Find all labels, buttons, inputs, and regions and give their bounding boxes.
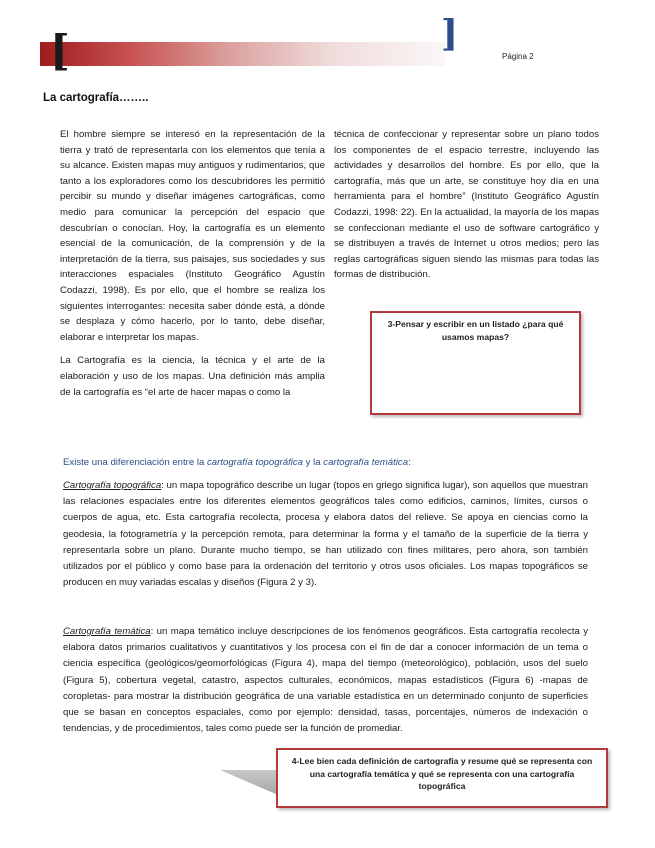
activity-box-3 [370,311,581,415]
page-number-label: Página 2 [502,52,534,61]
subhead-prefix: Existe una diferenciación entre la [63,457,207,468]
left-bracket-decoration: [ [50,26,70,75]
right-text-column [334,127,599,283]
subhead-middle: y la [303,457,324,468]
tematica-definition [63,624,588,737]
subhead-term-topografica: cartografía topográfica [207,457,303,468]
topografica-text: : un mapa topográfico describe un lugar (topos en griego significa lugar), son aquellos que muestran las relaciones espaciales entre los diferentes elementos geográficos tales como edificios, caminos, límites, cursos o cuerpos de agua, etc. Esta cartografía recolecta, procesa y elabora datos del relieve. Se apoya en ciencias como la geodesia, la fotogrametría y la percepción remota, para determinar la forma y el tamaño de la superficie de la tierra y representarla sobre un plano. Durante mucho tiempo, se han utilizado con fines militares, pero ahora, son también utilizados por el público y como base para la ordenación del territorio y otros usos oficiales. Los mapas topográficos se producen en muy variadas escalas y diseños (Figura 2 y 3). [63,480,588,589]
topografica-paragraph [63,478,588,591]
topografica-definition [63,478,588,591]
activity-3-prompt: 3-Pensar y escribir en un listado ¿para qué usamos mapas? [387,319,564,342]
activity-box-4 [276,748,608,808]
left-paragraph-2: La Cartografía es la ciencia, la técnica y el arte de la elaboración y uso de los mapas. Una definición más amplia de la cartografía es “el arte de hacer mapas o como la [60,355,325,398]
header-gradient-bar [40,42,445,66]
activity-4-prompt: 4-Lee bien cada definición de cartografía y resume qué se representa con una cartografía temática y qué se representa con una cartografía topográfica [291,756,593,791]
tematica-text: : un mapa temático incluye descripciones de los fenómenos geográficos. Esta cartografía recolecta y elabora datos primarios cualitativos y cuantitativos y los procesa con el fin de dar a conocer información de un tema o ciencia específica (geológicos/geomorfológicas (Figura 4), mapa del tiempo (meteorológico), población, usos del suelo (Figura 5), cobertura vegetal, catastro, aspectos culturales, económicos, mapas estadísticos (Figura 6) -mapas de coropletas- para mostrar la distribución geográfica de una variable estadística en un determinado conjunto de superficies que se basan en conceptos espaciales, como por ejemplo: densidad, tasas, porcentajes, números de indexación o tendencias, y de procedimientos, tales como puede ser la función de promediar. [63,626,588,735]
left-text-column [60,127,325,400]
topografica-term: Cartografía topográfica [63,480,162,491]
tematica-paragraph [63,624,588,737]
left-paragraph-1: El hombre siempre se interesó en la representación de la tierra y trató de representarla con los elementos que tenía a su alcance. Existen mapas muy antiguos y rudimentarios, que tanto a los exploradores como los descubridores les permitió percibir su mundo y diseñar imágenes cartográficas, como medio para comunicar la percepción del espacio que descubrían o conocían. Hoy, la cartografía es un elemento esencial de la comunicación, de la comprensión y de la interpretación de la tierra, sus paisajes, sus sociedades y sus interacciones espaciales (Instituto Geográfico Agustín Codazzi, 1998). Es por ello, que el hombre se realiza los siguientes interrogantes: necesita saber dónde está, a dónde se desplaza y cómo hacerlo, por lo tanto, debe diseñar, elaborar e interpretar los mapas. [60,129,325,343]
right-bracket-decoration: ] [441,13,459,55]
section-title: La cartografía…….. [43,92,149,104]
tematica-term: Cartografía temática [63,626,151,637]
differentiation-subheading [63,457,411,468]
subhead-term-tematica: cartografía temática [323,457,409,468]
right-paragraph-1: técnica de confeccionar y representar sobre un plano todos los componentes de el espacio terrestre, incluyendo las actividades y desarrollos del hombre. Es por ello, que la cartografía, más que un arte, se constituye hoy día en una herramienta para el hombre” (Instituto Geográfico Agustín Codazzi, 1998: 22). En la actualidad, la mayoría de los mapas se confeccionan mediante el uso de software cartográfico y se distribuyen a través de Internet u otros medios; pero las reglas cartográficas siguen siendo las mismas para todas las formas de distribución. [334,129,599,281]
subhead-suffix: : [408,457,411,468]
